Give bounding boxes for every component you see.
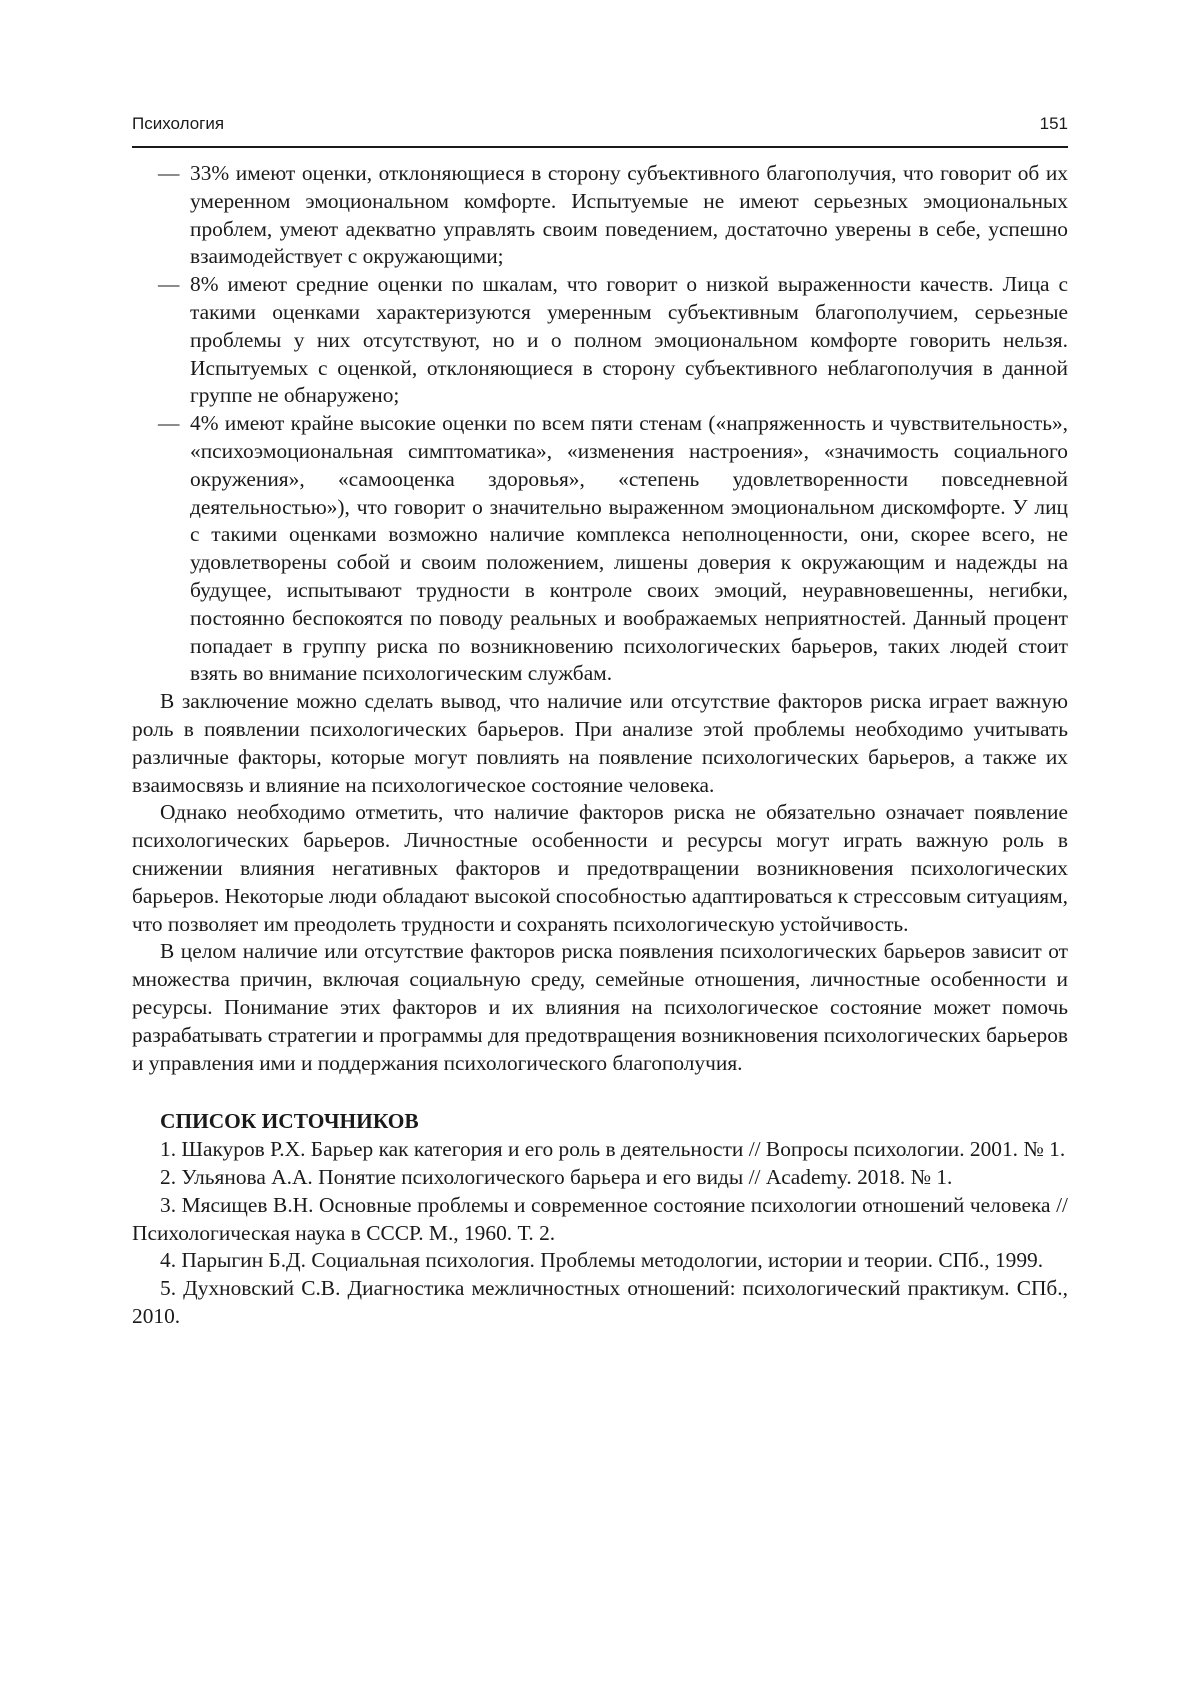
reference-item: 2. Ульянова А.А. Понятие психологического барьера и его виды // Academy. 2018. № 1. [132,1164,1068,1192]
list-dash: — [158,410,179,438]
list-item-text: 8% имеют средние оценки по шкалам, что говорит о низкой выраженности качеств. Лица с такими оценками характеризуются умеренным субъективным благополучием, серьезные проблемы у них отсутствуют, но и о полном эмоциональном комфорте говорить нельзя. Испытуемых с оценкой, отклоняющиеся в сторону субъективного неблагополучия в данной группе не обнаружено; [190,272,1068,407]
reference-item: 1. Шакуров Р.Х. Барьер как категория и его роль в деятельности // Вопросы психологии. 2001. № 1. [132,1136,1068,1164]
list-item [132,271,1068,410]
reference-item: 5. Духновский С.В. Диагностика межличностных отношений: психологический практикум. СПб., 2010. [132,1275,1068,1331]
conclusion-paragraph: В заключение можно сделать вывод, что наличие или отсутствие факторов риска играет важную роль в появлении психологических барьеров. При анализе этой проблемы необходимо учитывать различные факторы, которые могут повлиять на появление психологических барьеров, а также их взаимосвязь и влияние на психологическое состояние человека. [132,688,1068,799]
list-item-text: 33% имеют оценки, отклоняющиеся в сторону субъективного благополучия, что говорит об их умеренном эмоциональном комфорте. Испытуемые не имеют серьезных эмоциональных проблем, умеют адекватно управлять своим поведением, достаточно уверены в себе, успешно взаимодействует с окружающими; [190,161,1068,268]
list-dash: — [158,271,179,299]
page-number: 151 [1040,114,1068,134]
list-item [132,160,1068,271]
list-dash: — [158,160,179,188]
body-paragraph: В целом наличие или отсутствие факторов риска появления психологических барьеров зависит от множества причин, включая социальную среду, семейные отношения, личностные особенности и ресурсы. Понимание этих факторов и их влияния на психологическое состояние может помочь разрабатывать стратегии и программы для предотвращения возникновения психологических барьеров и управления ими и поддержания психологического благополучия. [132,938,1068,1077]
running-title: Психология [132,114,224,134]
references-list [132,1136,1068,1331]
results-list [132,160,1068,688]
references-heading: СПИСОК ИСТОЧНИКОВ [160,1107,1068,1136]
body-paragraph: Однако необходимо отметить, что наличие факторов риска не обязательно означает появление психологических барьеров. Личностные особенности и ресурсы могут играть важную роль в снижении влияния негативных факторов и предотвращении возникновения психологических барьеров. Некоторые люди обладают высокой способностью адаптироваться к стрессовым ситуациям, что позволяет им преодолеть трудности и сохранять психологическую устойчивость. [132,799,1068,938]
article-body [132,160,1068,1331]
reference-item: 4. Парыгин Б.Д. Социальная психология. Проблемы методологии, истории и теории. СПб., 1999. [132,1247,1068,1275]
list-item-text: 4% имеют крайне высокие оценки по всем пяти стенам («напряженность и чувствительность», «психоэмоциональная симптоматика», «изменения настроения», «значимость социального окружения», «самооценка здоровья», «степень удовлетворенности повседневной деятельностью»), что говорит о значительно выраженном эмоциональном дискомфорте. У лиц с такими оценками возможно наличие комплекса неполноценности, они, скорее всего, не удовлетворены собой и своим положением, лишены доверия к окружающим и надежды на будущее, испытывают трудности в контроле своих эмоций, неуравновешенны, негибки, постоянно беспокоятся по поводу реальных и воображаемых неприятностей. Данный процент попадает в группу риска по возникновению психологических барьеров, таких людей стоит взять во внимание психологическим службам. [190,411,1068,685]
reference-item: 3. Мясищев В.Н. Основные проблемы и современное состояние психологии отношений человека // Психологическая наука в СССР. М., 1960. Т. 2. [132,1192,1068,1248]
list-item [132,410,1068,688]
page-header [132,108,1068,148]
